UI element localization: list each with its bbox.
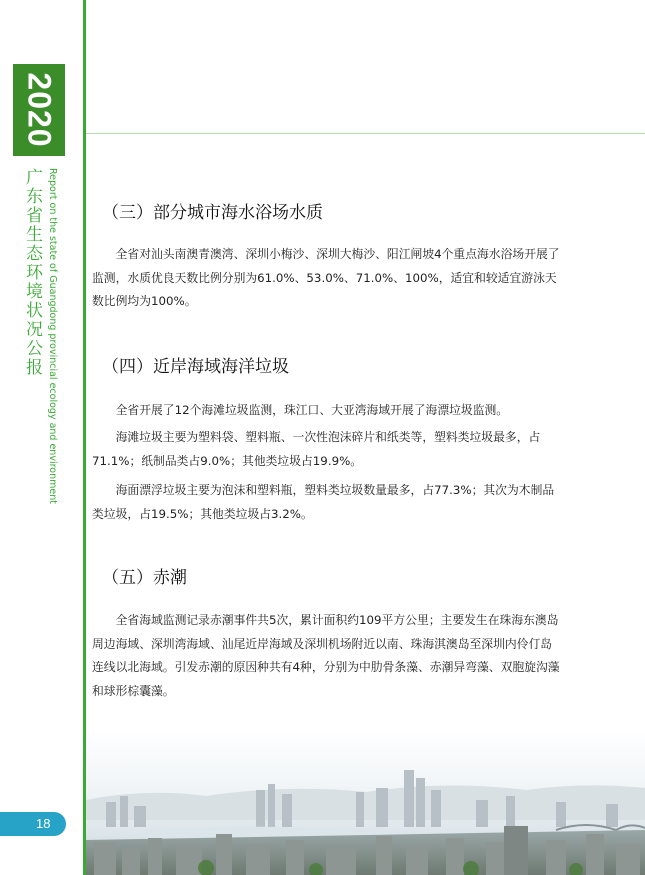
page-number-tab bbox=[0, 812, 66, 836]
year-label: 2020 bbox=[21, 72, 58, 148]
paragraph: 海面漂浮垃圾主要为泡沫和塑料瓶，塑料类垃圾数量最多，占77.3%；其次为木制品类垃圾，占19.5%；其他类垃圾占3.2%。 bbox=[92, 483, 555, 521]
paragraph: 全省海域监测记录赤潮事件共5次，累计面积约109平方公里；主要发生在珠海东澳岛周边海域、深圳湾海域、汕尾近岸海域及深圳机场附近以南、珠海淇澳岛至深圳内伶仃岛连线以北海域。引发赤潮的原因种共有4种，分别为中肋骨条藻、赤潮异弯藻、双胞旋沟藻和球形棕囊藻。 bbox=[92, 613, 560, 698]
paragraph: 全省对汕头南澳青澳湾、深圳小梅沙、深圳大梅沙、阳江闸坡4个重点海水浴场开展了监测，水质优良天数比例分别为61.0%、53.0%、71.0%、100%，适宜和较适宜游泳天数比例均为100%。 bbox=[92, 247, 560, 308]
report-title-en: Report on the state of Guangdong provincial ecology and environment bbox=[47, 168, 58, 504]
page-number: 18 bbox=[36, 816, 51, 831]
report-title-cn: 广东省生态环境状况公报 bbox=[22, 168, 42, 377]
paragraph: 全省开展了12个海滩垃圾监测，珠江口、大亚湾海域开展了海漂垃圾监测。 bbox=[115, 403, 509, 417]
paragraph: 海滩垃圾主要为塑料袋、塑料瓶、一次性泡沫碎片和纸类等，塑料类垃圾最多，占71.1%；纸制品类占9.0%；其他类垃圾占19.9%。 bbox=[92, 430, 541, 468]
city-skyline-illustration bbox=[86, 730, 645, 875]
section-heading-marine-litter: （四）近岸海域海洋垃圾 bbox=[102, 357, 289, 377]
section-heading-red-tide: （五）赤潮 bbox=[102, 568, 187, 588]
header-rule bbox=[86, 133, 645, 134]
section-heading-beach-water: （三）部分城市海水浴场水质 bbox=[102, 203, 323, 223]
